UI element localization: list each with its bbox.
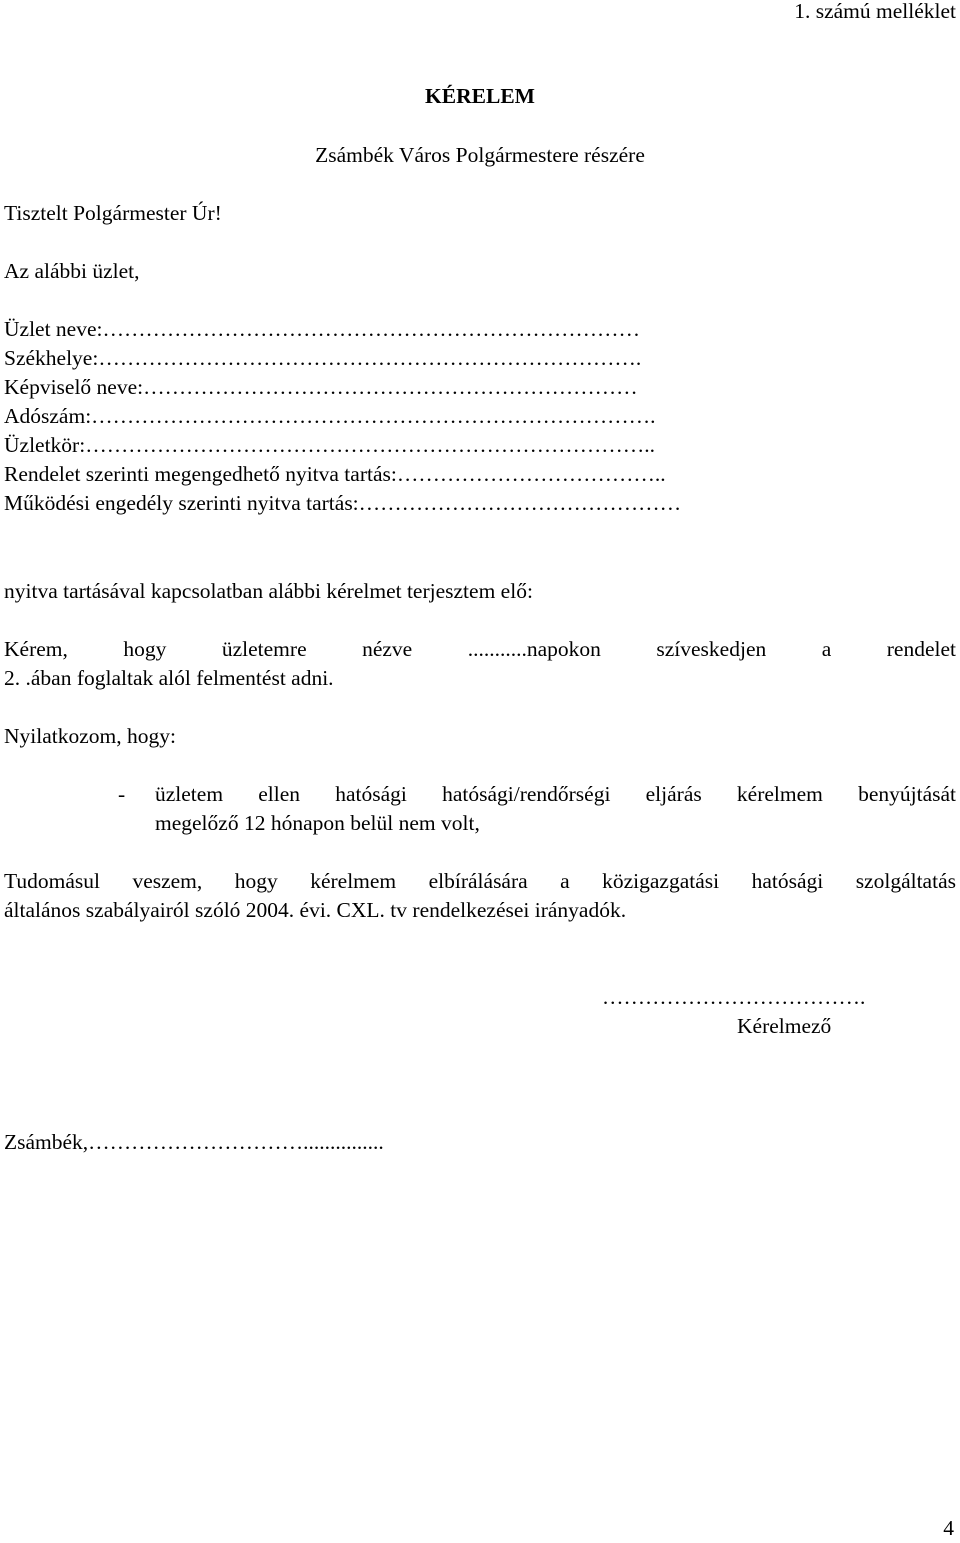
declaration-heading: Nyilatkozom, hogy: — [4, 724, 176, 748]
declaration-item-line-2: megelőző 12 hónapon belül nem volt, — [155, 811, 480, 835]
field-representative: Képviselő neve:…………………………………………………………… — [4, 375, 643, 399]
place-date-line: Zsámbék,…………………………............... — [4, 1130, 384, 1154]
document-subtitle: Zsámbék Város Polgármestere részére — [315, 143, 645, 167]
request-intro: nyitva tartásával kapcsolatban alábbi kérelmet terjesztem elő: — [4, 579, 533, 603]
declaration-item-line-1: üzletem ellen hatósági hatósági/rendőrségi eljárás kérelmem benyújtását — [155, 782, 956, 806]
field-licensed-hours: Működési engedély szerinti nyitva tartás:……………………………………… — [4, 491, 687, 515]
field-permitted-hours: Rendelet szerinti megengedhető nyitva tartás:……………………………….. — [4, 462, 671, 486]
document-title: KÉRELEM — [425, 84, 535, 108]
signature-label: Kérelmező — [737, 1014, 832, 1038]
signature-line: ………………………………. — [602, 985, 866, 1009]
declaration-bullet: - — [118, 782, 126, 806]
request-line-1: Kérem, hogy üzletemre nézve ...........napokon szíveskedjen a rendelet — [4, 637, 956, 661]
annex-label: 1. számú melléklet — [794, 0, 956, 23]
page-number: 4 — [943, 1516, 954, 1540]
acknowledgement-line-2: általános szabályairól szóló 2004. évi. CXL. tv rendelkezései irányadók. — [4, 898, 627, 922]
field-headquarters: Székhelye:…………………………………………………………………. — [4, 346, 652, 370]
field-tax-number: Adószám:……………………………………………………………………. — [4, 404, 661, 428]
field-shop-name: Üzlet neve:………………………………………………………………… — [4, 317, 646, 341]
field-business-scope: Üzletkör:…………………………………………………………………….. — [4, 433, 666, 457]
acknowledgement-line-1: Tudomásul veszem, hogy kérelmem elbírálására a közigazgatási hatósági szolgáltatás — [4, 869, 956, 893]
request-line-2: 2. .ában foglaltak alól felmentést adni. — [4, 666, 334, 690]
intro-text: Az alábbi üzlet, — [4, 259, 140, 283]
salutation: Tisztelt Polgármester Úr! — [4, 201, 222, 225]
